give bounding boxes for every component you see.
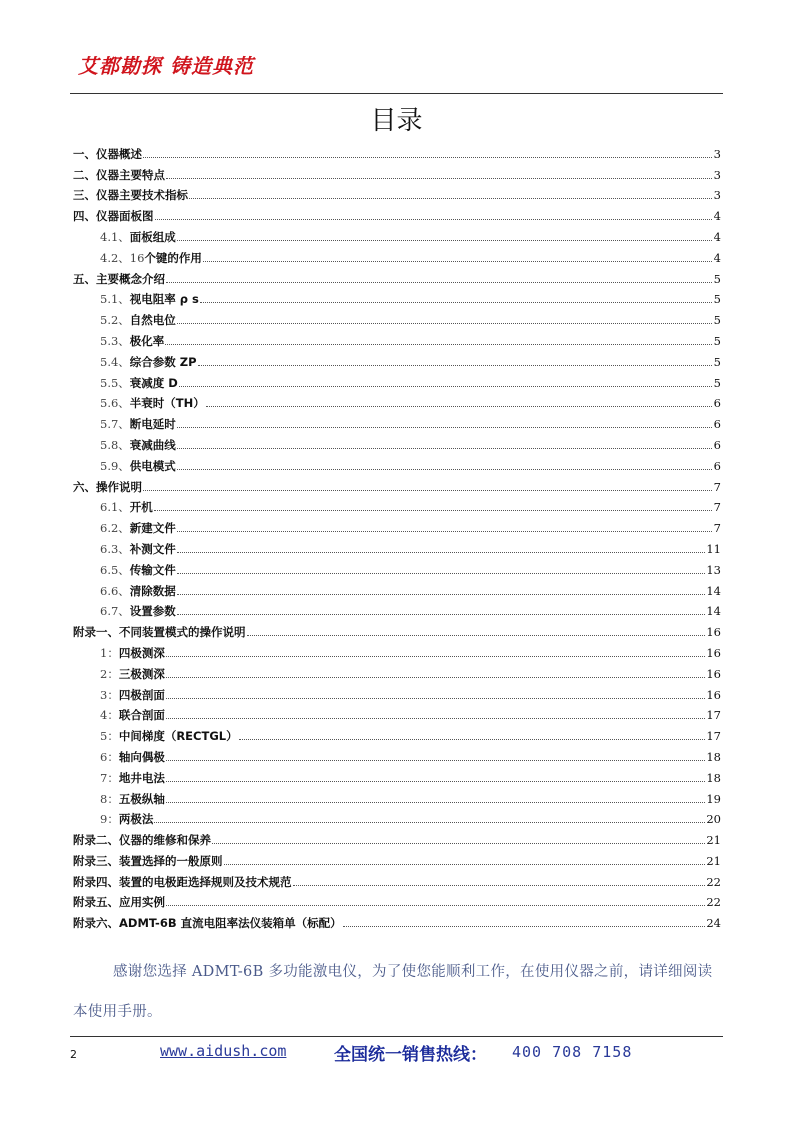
toc-entry[interactable]	[73, 140, 721, 161]
toc-entry-page: 24	[706, 916, 721, 931]
toc-entry-page: 20	[706, 812, 721, 827]
toc-entry-page: 6	[713, 396, 721, 411]
page-number: 2	[70, 1048, 77, 1061]
toc-entry-page: 22	[706, 895, 721, 910]
toc-entry-title: 轴向偶极	[118, 749, 165, 764]
toc-entry-page: 6	[713, 437, 721, 452]
toc-entry[interactable]	[73, 577, 721, 598]
toc-entry[interactable]	[73, 327, 721, 348]
toc-entry[interactable]	[73, 556, 721, 577]
toc-leader-dots	[166, 718, 706, 719]
toc-entry-title: 极化率	[129, 333, 165, 348]
toc-leader-dots	[293, 885, 706, 886]
toc-entry-title: 附录三、装置选择的一般原则	[73, 853, 223, 868]
toc-entry-page: 16	[706, 687, 721, 702]
toc-entry-title: 半衰时（TH）	[129, 396, 205, 411]
toc-entry[interactable]	[73, 826, 721, 847]
toc-entry[interactable]	[73, 639, 721, 660]
toc-entry-page: 5	[713, 375, 721, 390]
toc-leader-dots	[177, 427, 712, 428]
toc-leader-dots	[166, 802, 706, 803]
toc-entry-page: 3	[713, 146, 721, 161]
toc-leader-dots	[177, 573, 706, 574]
toc-entry-number: 6.1、	[100, 500, 130, 515]
toc-entry-title: 中间梯度（RECTGL）	[118, 729, 238, 744]
toc-leader-dots	[155, 219, 713, 220]
toc-entry-page: 4	[713, 229, 721, 244]
toc-entry-page: 18	[706, 770, 721, 785]
toc-entry-number: 5：	[100, 729, 119, 744]
toc-entry-number: 1：	[100, 645, 119, 660]
toc-entry[interactable]	[73, 265, 721, 286]
toc-entry-number: 5.6、	[100, 396, 130, 411]
toc-entry[interactable]	[73, 660, 721, 681]
footer-phone-number: 400 708 7158	[512, 1043, 633, 1061]
toc-entry-page: 7	[713, 521, 721, 536]
toc-entry-title: 四、仪器面板图	[73, 209, 154, 224]
toc-entry[interactable]	[73, 306, 721, 327]
toc-entry-title: 二、仪器主要特点	[73, 167, 165, 182]
toc-entry-title: 个键的作用	[144, 250, 202, 265]
toc-entry-number: 4：	[100, 708, 119, 723]
toc-entry[interactable]	[73, 182, 721, 203]
toc-entry-page: 13	[706, 562, 721, 577]
toc-entry-page: 19	[706, 791, 721, 806]
toc-entry-title: 附录五、应用实例	[73, 895, 165, 910]
toc-entry-title: 六、操作说明	[73, 479, 142, 494]
toc-entry-number: 5.2、	[100, 313, 130, 328]
toc-entry-title: 附录一、不同装置模式的操作说明	[73, 625, 246, 640]
toc-entry-number: 3：	[100, 687, 119, 702]
toc-leader-dots	[143, 490, 712, 491]
toc-entry-page: 5	[713, 333, 721, 348]
toc-leader-dots	[343, 926, 706, 927]
toc-entry[interactable]	[73, 369, 721, 390]
toc-entry-page: 3	[713, 167, 721, 182]
toc-entry-page: 7	[713, 479, 721, 494]
toc-entry[interactable]	[73, 847, 721, 868]
toc-entry-number: 8：	[100, 791, 119, 806]
toc-entry-number: 5.3、	[100, 333, 130, 348]
toc-entry-title: 衰减曲线	[129, 437, 176, 452]
toc-entry-title: 衰减度 D	[129, 375, 178, 390]
toc-entry-page: 4	[713, 250, 721, 265]
toc-entry-number: 6：	[100, 749, 119, 764]
toc-entry-page: 5	[713, 354, 721, 369]
toc-leader-dots	[247, 635, 706, 636]
toc-leader-dots	[154, 822, 705, 823]
toc-entry-number: 4.2、16	[100, 250, 145, 265]
footer-hotline-label: 全国统一销售热线：	[334, 1045, 487, 1065]
toc-leader-dots	[239, 739, 706, 740]
toc-entry-number: 5.9、	[100, 458, 130, 473]
toc-entry-title: 综合参数 ZP	[129, 354, 197, 369]
toc-entry-page: 14	[706, 583, 721, 598]
toc-leader-dots	[166, 760, 706, 761]
toc-entry-title: 一、仪器概述	[73, 146, 142, 161]
toc-entry[interactable]	[73, 785, 721, 806]
toc-entry-page: 21	[706, 833, 721, 848]
toc-entry-number: 6.3、	[100, 541, 130, 556]
toc-entry-number: 5.1、	[100, 292, 130, 307]
toc-leader-dots	[224, 864, 706, 865]
toc-entry-title: 五、主要概念介绍	[73, 271, 165, 286]
toc-entry[interactable]	[73, 161, 721, 182]
toc-leader-dots	[166, 282, 712, 283]
toc-leader-dots	[166, 677, 706, 678]
toc-entry[interactable]	[73, 244, 721, 265]
toc-leader-dots	[177, 531, 712, 532]
toc-leader-dots	[143, 157, 712, 158]
toc-entry[interactable]	[73, 764, 721, 785]
toc-leader-dots	[177, 448, 712, 449]
toc-leader-dots	[177, 614, 706, 615]
toc-entry-title: 面板组成	[129, 229, 176, 244]
toc-leader-dots	[166, 698, 706, 699]
toc-entry-title: 传输文件	[129, 562, 176, 577]
toc-entry[interactable]	[73, 702, 721, 723]
toc-entry[interactable]	[73, 514, 721, 535]
table-of-contents	[73, 140, 721, 930]
toc-entry-page: 16	[706, 666, 721, 681]
toc-entry[interactable]	[73, 681, 721, 702]
toc-leader-dots	[177, 323, 712, 324]
toc-leader-dots	[154, 510, 712, 511]
toc-entry-number: 7：	[100, 770, 119, 785]
toc-entry-page: 16	[706, 645, 721, 660]
toc-entry[interactable]	[73, 743, 721, 764]
toc-leader-dots	[177, 552, 706, 553]
toc-entry[interactable]	[73, 889, 721, 910]
toc-entry-number: 9：	[100, 812, 119, 827]
toc-leader-dots	[203, 261, 712, 262]
toc-entry-page: 11	[706, 541, 721, 556]
toc-entry-number: 5.4、	[100, 354, 130, 369]
toc-leader-dots	[166, 656, 706, 657]
toc-entry-page: 5	[713, 292, 721, 307]
toc-entry[interactable]	[73, 390, 721, 411]
toc-entry-number: 6.6、	[100, 583, 130, 598]
toc-leader-dots	[166, 781, 706, 782]
toc-entry-title: 两极法	[118, 812, 154, 827]
toc-leader-dots	[166, 905, 705, 906]
toc-entry-number: 6.5、	[100, 562, 130, 577]
toc-entry-page: 3	[713, 188, 721, 203]
toc-entry[interactable]	[73, 618, 721, 639]
intro-paragraph: 感谢您选择 ADMT-6B 多功能激电仪，为了使您能顺利工作，在使用仪器之前，请详细阅读本使用手册。	[73, 964, 713, 1020]
toc-entry-page: 5	[713, 271, 721, 286]
toc-entry-title: 附录二、仪器的维修和保养	[73, 833, 211, 848]
toc-entry[interactable]	[73, 868, 721, 889]
toc-entry-title: 开机	[129, 500, 153, 515]
toc-entry-title: 供电模式	[129, 458, 176, 473]
toc-entry[interactable]	[73, 452, 721, 473]
toc-leader-dots	[177, 469, 712, 470]
header-divider	[70, 93, 723, 94]
toc-entry-title: 清除数据	[129, 583, 176, 598]
toc-entry-title: 地井电法	[118, 770, 165, 785]
toc-entry[interactable]	[73, 348, 721, 369]
toc-entry[interactable]	[73, 202, 721, 223]
toc-entry-title: 断电延时	[129, 417, 176, 432]
toc-entry[interactable]	[73, 494, 721, 515]
toc-entry[interactable]	[73, 410, 721, 431]
toc-entry-title: 联合剖面	[118, 708, 165, 723]
toc-entry-title: 附录六、ADMT-6B 直流电阻率法仪装箱单（标配）	[73, 916, 342, 931]
toc-entry[interactable]	[73, 598, 721, 619]
toc-entry-title: 五极纵轴	[118, 791, 165, 806]
toc-entry-title: 视电阻率 ρ s	[129, 292, 199, 307]
toc-leader-dots	[166, 178, 712, 179]
toc-entry[interactable]	[73, 722, 721, 743]
toc-entry-title: 四极剖面	[118, 687, 165, 702]
toc-entry[interactable]	[73, 909, 721, 930]
toc-entry[interactable]	[73, 431, 721, 452]
toc-leader-dots	[177, 240, 712, 241]
toc-leader-dots	[179, 386, 712, 387]
toc-entry-page: 5	[713, 313, 721, 328]
toc-entry-title: 附录四、装置的电极距选择规则及技术规范	[73, 874, 292, 889]
toc-leader-dots	[177, 594, 706, 595]
toc-entry-page: 21	[706, 853, 721, 868]
toc-entry-number: 6.7、	[100, 604, 130, 619]
toc-entry-page: 16	[706, 625, 721, 640]
footer-divider	[70, 1036, 723, 1037]
toc-entry-number: 4.1、	[100, 229, 130, 244]
footer-website-link[interactable]: www.aidush.com	[160, 1042, 287, 1060]
toc-entry[interactable]	[73, 223, 721, 244]
toc-entry-number: 2：	[100, 666, 119, 681]
toc-entry[interactable]	[73, 286, 721, 307]
toc-entry-title: 自然电位	[129, 313, 176, 328]
toc-leader-dots	[198, 365, 712, 366]
toc-entry-page: 17	[706, 729, 721, 744]
toc-entry-number: 5.8、	[100, 437, 130, 452]
toc-leader-dots	[212, 843, 705, 844]
toc-entry-title: 三、仪器主要技术指标	[73, 188, 188, 203]
toc-entry-title: 四极测深	[118, 645, 165, 660]
toc-entry-page: 6	[713, 458, 721, 473]
toc-entry-number: 5.7、	[100, 417, 130, 432]
toc-entry-page: 18	[706, 749, 721, 764]
toc-entry-page: 4	[713, 209, 721, 224]
toc-entry-page: 7	[713, 500, 721, 515]
toc-entry-page: 14	[706, 604, 721, 619]
toc-entry-page: 22	[706, 874, 721, 889]
toc-entry-page: 6	[713, 417, 721, 432]
toc-entry-page: 17	[706, 708, 721, 723]
header-slogan: 艾都勘探 铸造典范	[78, 54, 254, 78]
toc-entry-number: 5.5、	[100, 375, 130, 390]
toc-entry-number: 6.2、	[100, 521, 130, 536]
toc-leader-dots	[200, 302, 712, 303]
toc-leader-dots	[165, 344, 712, 345]
toc-entry[interactable]	[73, 535, 721, 556]
toc-entry-title: 补测文件	[129, 541, 176, 556]
toc-entry-title: 三极测深	[118, 666, 165, 681]
toc-entry[interactable]	[73, 473, 721, 494]
toc-entry[interactable]	[73, 806, 721, 827]
toc-entry-title: 新建文件	[129, 521, 176, 536]
toc-leader-dots	[189, 198, 712, 199]
toc-leader-dots	[206, 406, 712, 407]
toc-title: 目录	[370, 106, 423, 136]
toc-entry-title: 设置参数	[129, 604, 176, 619]
